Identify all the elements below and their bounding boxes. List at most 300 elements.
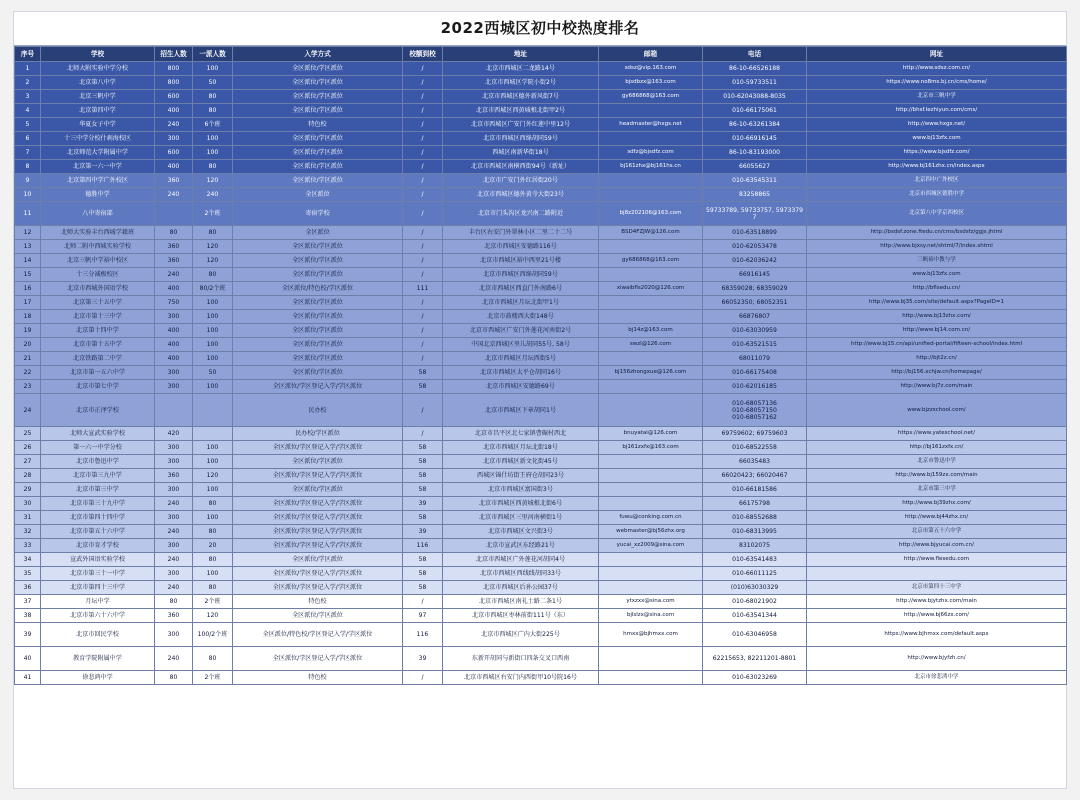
cell-url: http://www.bj66zx.com/ (807, 609, 1067, 623)
cell-url: 北京市第三中学 (807, 483, 1067, 497)
cell-first-batch: 120 (193, 240, 233, 254)
cell-school: 北京第三十五中学 (41, 296, 155, 310)
cell-url: http://www.bj44zhx.cn/ (807, 511, 1067, 525)
cell-first-batch: 100 (193, 62, 233, 76)
cell-quota: / (403, 254, 443, 268)
cell-address: 北京市广安门外红居街20号 (443, 174, 599, 188)
cell-admission: 全区派位/学区派位 (233, 174, 403, 188)
cell-address: 北京市西城区广外莲花河胡同4号 (443, 553, 599, 567)
cell-enroll: 240 (155, 118, 193, 132)
cell-first-batch: 100 (193, 511, 233, 525)
cell-admission: 全区派位/学区派位 (233, 76, 403, 90)
cell-first-batch: 120 (193, 609, 233, 623)
cell-first-batch: 2个班 (193, 671, 233, 685)
cell-school: 北京市第七中学 (41, 380, 155, 394)
cell-address: 北京市西城区富国街3号 (443, 483, 599, 497)
cell-url: http://bjt2z.cn/ (807, 352, 1067, 366)
cell-url: http://bsdsf.zone.ftedu.cn/cms/bsdsfz/ggjs.jhtml (807, 226, 1067, 240)
cell-enroll: 300 (155, 539, 193, 553)
cell-address: 北京市西城区西黄城根北街甲2号 (443, 104, 599, 118)
cell-address: 北京市西城区南礼士路二条1号 (443, 595, 599, 609)
cell-url: https://www.no8ms.bj.cn/cms/home/ (807, 76, 1067, 90)
cell-admission: 全区派位/学区登记入学/学区派位 (233, 380, 403, 394)
cell-index: 32 (15, 525, 41, 539)
cell-mail: BSD4FZJW@126.com (599, 226, 703, 240)
cell-first-batch: 100 (193, 310, 233, 324)
cell-index: 25 (15, 427, 41, 441)
table-row (15, 76, 1067, 90)
cell-url: http://www.bjxsy.net/shtml/7/index.shtml (807, 240, 1067, 254)
table-row (15, 671, 1067, 685)
table-row (15, 310, 1067, 324)
cell-school: 北京第一六一中学 (41, 160, 155, 174)
cell-mail (599, 469, 703, 483)
cell-url: www.bjzzschool.com/ (807, 394, 1067, 427)
cell-admission: 全区派位/学区派位 (233, 254, 403, 268)
cell-first-batch: 120 (193, 174, 233, 188)
cell-mail: bj161zxfx@163.com (599, 441, 703, 455)
cell-phone: 010-63518899 (703, 226, 807, 240)
cell-phone: 68359028; 68359029 (703, 282, 807, 296)
cell-phone: 66052350; 68052351 (703, 296, 807, 310)
cell-url: http://www.bj35.com/site/default.aspx?PageID=1 (807, 296, 1067, 310)
cell-address: 北京市西城区裕中西里21号楼 (443, 254, 599, 268)
cell-school: 北京市第三中学 (41, 483, 155, 497)
cell-admission: 全区派位/学区派位 (233, 483, 403, 497)
cell-enroll: 600 (155, 146, 193, 160)
cell-quota: / (403, 202, 443, 226)
table-row (15, 202, 1067, 226)
cell-school: 月坛中学 (41, 595, 155, 609)
cell-address: 丰台区右安门外翠林小区二里二十二号 (443, 226, 599, 240)
cell-url: https://www.bjsdfz.com/ (807, 146, 1067, 160)
cell-quota: 39 (403, 497, 443, 511)
cell-admission: 全区派位/学区派位 (233, 104, 403, 118)
cell-enroll: 80 (155, 595, 193, 609)
cell-enroll: 400 (155, 160, 193, 174)
cell-first-batch: 120 (193, 469, 233, 483)
cell-address: 北京市西城区安德路69号 (443, 380, 599, 394)
cell-address: 北京市西城区西绦胡同59号 (443, 132, 599, 146)
cell-first-batch: 120 (193, 254, 233, 268)
header-cell: 一派人数 (193, 47, 233, 62)
cell-enroll: 800 (155, 76, 193, 90)
cell-address: 东新开胡同与新街口四条交叉口西南 (443, 647, 599, 671)
cell-address: 北京市西城区西线线胡同33号 (443, 567, 599, 581)
cell-school: 北京师范大学附属中学 (41, 146, 155, 160)
cell-first-batch: 100 (193, 338, 233, 352)
cell-enroll: 240 (155, 188, 193, 202)
cell-school: 北京市鲁迅中学 (41, 455, 155, 469)
cell-index: 41 (15, 671, 41, 685)
cell-quota: / (403, 132, 443, 146)
cell-phone: 010-63046958 (703, 623, 807, 647)
header-cell: 序号 (15, 47, 41, 62)
cell-index: 27 (15, 455, 41, 469)
table-row (15, 427, 1067, 441)
cell-mail (599, 352, 703, 366)
cell-admission: 全区派位/学区登记入学/学区派位 (233, 441, 403, 455)
cell-enroll: 80 (155, 226, 193, 240)
cell-phone: 010-66181586 (703, 483, 807, 497)
cell-admission: 全区派位/学区派位 (233, 455, 403, 469)
cell-enroll: 600 (155, 90, 193, 104)
cell-first-batch: 80 (193, 90, 233, 104)
cell-url: http://www.bj15.cn/api/unified-portal/fifteen-school/index.html (807, 338, 1067, 352)
cell-index: 34 (15, 553, 41, 567)
cell-school: 北师大附实验中学分校 (41, 62, 155, 76)
cell-quota: 58 (403, 581, 443, 595)
cell-first-batch: 80 (193, 268, 233, 282)
cell-index: 4 (15, 104, 41, 118)
cell-admission: 全区派位/学区登记入学/学区派位 (233, 511, 403, 525)
cell-first-batch: 50 (193, 76, 233, 90)
cell-quota: 39 (403, 647, 443, 671)
cell-index: 22 (15, 366, 41, 380)
cell-enroll: 300 (155, 623, 193, 647)
cell-phone: 010-63541344 (703, 609, 807, 623)
header-cell: 校额到校 (403, 47, 443, 62)
cell-address: 北京市西城区右安门内西街甲10号院16号 (443, 671, 599, 685)
cell-first-batch: 100 (193, 146, 233, 160)
cell-address: 北京市西城区后孙公园37号 (443, 581, 599, 595)
cell-phone: 66916145 (703, 268, 807, 282)
cell-address: 北京市西城区广安门外莲花河南街2号 (443, 324, 599, 338)
cell-index: 21 (15, 352, 41, 366)
cell-admission: 全区派位/学区派位 (233, 90, 403, 104)
cell-first-batch (193, 427, 233, 441)
cell-quota: 58 (403, 483, 443, 497)
cell-phone: 010-63541483 (703, 553, 807, 567)
cell-admission: 全区派位 (233, 226, 403, 240)
cell-quota: / (403, 595, 443, 609)
cell-school: 北京三帆中学裕中校区 (41, 254, 155, 268)
cell-address: 北京市西城区月坛北街甲1号 (443, 296, 599, 310)
cell-quota: 116 (403, 623, 443, 647)
cell-admission: 全区派位/学区登记入学/学区派位 (233, 539, 403, 553)
cell-index: 40 (15, 647, 41, 671)
cell-address: 北京市西城区学院小街2号 (443, 76, 599, 90)
header-cell: 学校 (41, 47, 155, 62)
cell-school: 十三分减极校区 (41, 268, 155, 282)
cell-quota: / (403, 240, 443, 254)
cell-quota: / (403, 118, 443, 132)
table-row (15, 647, 1067, 671)
cell-quota: / (403, 324, 443, 338)
cell-first-batch: 100/2个班 (193, 623, 233, 647)
cell-index: 31 (15, 511, 41, 525)
cell-first-batch: 80 (193, 226, 233, 240)
cell-first-batch: 100 (193, 132, 233, 146)
cell-enroll: 240 (155, 581, 193, 595)
cell-first-batch (193, 394, 233, 427)
cell-first-batch: 20 (193, 539, 233, 553)
ranking-sheet (14, 12, 1066, 788)
cell-phone: 86-10-83193000 (703, 146, 807, 160)
cell-index: 18 (15, 310, 41, 324)
table-row (15, 497, 1067, 511)
cell-mail: bj161zhx@bj161hs.cn (599, 160, 703, 174)
cell-url: http://www.bjytzhx.com/main (807, 595, 1067, 609)
cell-enroll: 80 (155, 671, 193, 685)
cell-address: 西城区锦什坊街王府仓胡同23号 (443, 469, 599, 483)
table-row (15, 380, 1067, 394)
table-row (15, 226, 1067, 240)
cell-url: http://www.bj13zhx.com/ (807, 310, 1067, 324)
cell-mail (599, 174, 703, 188)
cell-address: 北京市西城区南横西街94号（新址） (443, 160, 599, 174)
cell-mail: bnuyatai@126.com (599, 427, 703, 441)
cell-school: 北京市育才学校 (41, 539, 155, 553)
cell-admission: 全区派位/特色校/学区登记入学/学区派位 (233, 623, 403, 647)
cell-admission: 特色校 (233, 595, 403, 609)
cell-admission: 民办校/学区派位 (233, 427, 403, 441)
cell-admission: 全区派位/学区登记入学/学区派位 (233, 581, 403, 595)
cell-admission: 全区派位/学区派位 (233, 160, 403, 174)
cell-enroll: 360 (155, 609, 193, 623)
cell-phone: 010-62053478 (703, 240, 807, 254)
cell-admission: 全区派位 (233, 188, 403, 202)
cell-enroll (155, 394, 193, 427)
cell-enroll: 300 (155, 455, 193, 469)
cell-index: 29 (15, 483, 41, 497)
cell-quota: 111 (403, 282, 443, 296)
cell-index: 6 (15, 132, 41, 146)
cell-quota: 58 (403, 366, 443, 380)
cell-school: 北京市第十五中学 (41, 338, 155, 352)
cell-phone: 59733789, 59733757, 59733797 (703, 202, 807, 226)
cell-school: 德胜中学 (41, 188, 155, 202)
cell-mail: headmaster@hxgs.net (599, 118, 703, 132)
cell-address: 北京市西城区月坛北街18号 (443, 441, 599, 455)
cell-index: 1 (15, 62, 41, 76)
cell-index: 7 (15, 146, 41, 160)
cell-url: http://www.bj39zhx.com/ (807, 497, 1067, 511)
cell-url: 北京市鲁迅中学 (807, 455, 1067, 469)
cell-school: 北京市第五十六中学 (41, 525, 155, 539)
cell-first-batch: 80 (193, 525, 233, 539)
cell-quota: / (403, 104, 443, 118)
cell-quota: 97 (403, 609, 443, 623)
table-row (15, 581, 1067, 595)
cell-first-batch: 100 (193, 483, 233, 497)
cell-admission: 全区派位/学区登记入学/学区派位 (233, 525, 403, 539)
cell-index: 12 (15, 226, 41, 240)
cell-admission: 全区派位/学区派位 (233, 352, 403, 366)
cell-phone: 86-10-63261384 (703, 118, 807, 132)
cell-url: http://www.bj14.com.cn/ (807, 324, 1067, 338)
cell-admission: 全区派位/学区派位 (233, 132, 403, 146)
cell-phone: 66035483 (703, 455, 807, 469)
cell-admission: 全区派位/特色校/学区派位 (233, 282, 403, 296)
cell-phone: 62215653, 82211201-8801 (703, 647, 807, 671)
cell-index: 17 (15, 296, 41, 310)
cell-index: 26 (15, 441, 41, 455)
cell-index: 11 (15, 202, 41, 226)
cell-quota: / (403, 62, 443, 76)
cell-mail: xiwaibfls2020@126.com (599, 282, 703, 296)
cell-mail (599, 455, 703, 469)
table-row (15, 441, 1067, 455)
table-row (15, 118, 1067, 132)
table-row (15, 146, 1067, 160)
cell-enroll: 240 (155, 268, 193, 282)
cell-admission: 民办校 (233, 394, 403, 427)
cell-enroll: 400 (155, 104, 193, 118)
table-row (15, 567, 1067, 581)
cell-enroll: 360 (155, 469, 193, 483)
cell-mail (599, 483, 703, 497)
table-row (15, 366, 1067, 380)
cell-mail: bj156zhongxue@126.com (599, 366, 703, 380)
cell-mail (599, 553, 703, 567)
cell-url: 北京市第五十六中学 (807, 525, 1067, 539)
cell-phone: 010-68313995 (703, 525, 807, 539)
cell-enroll: 360 (155, 254, 193, 268)
cell-index: 39 (15, 623, 41, 647)
cell-school: 十三中学分校什刹海校区 (41, 132, 155, 146)
cell-quota: / (403, 146, 443, 160)
cell-quota: / (403, 394, 443, 427)
cell-first-batch: 240 (193, 188, 233, 202)
cell-admission: 全区派位/学区登记入学/学区派位 (233, 647, 403, 671)
table-row (15, 525, 1067, 539)
cell-index: 20 (15, 338, 41, 352)
cell-first-batch: 80 (193, 553, 233, 567)
cell-quota: / (403, 76, 443, 90)
cell-mail: gy686868@163.com (599, 90, 703, 104)
cell-index: 16 (15, 282, 41, 296)
cell-address: 北京市昌平区北七家镇曹碾村西北 (443, 427, 599, 441)
table-row (15, 609, 1067, 623)
cell-mail: sdfz@bjsdfz.com (599, 146, 703, 160)
table-row (15, 132, 1067, 146)
cell-url: http://www.bj159zx.com/main (807, 469, 1067, 483)
cell-url: http://www.sdsz.com.cn/ (807, 62, 1067, 76)
cell-admission: 全区派位/学区派位 (233, 338, 403, 352)
cell-quota: / (403, 268, 443, 282)
cell-first-batch: 80 (193, 104, 233, 118)
cell-enroll: 360 (155, 174, 193, 188)
cell-phone: 010-63023269 (703, 671, 807, 685)
cell-url: http://www.bjyucai.com.cn/ (807, 539, 1067, 553)
cell-address: 北京市西城区三里河南横街1号 (443, 511, 599, 525)
cell-school: 北京市第一五六中学 (41, 366, 155, 380)
cell-quota: / (403, 188, 443, 202)
cell-address: 北京市西城区西绦胡同59号 (443, 268, 599, 282)
cell-index: 35 (15, 567, 41, 581)
cell-address: 北京市西城区太平仓胡同16号 (443, 366, 599, 380)
cell-address: 北京市西城区西黄城根北街6号 (443, 497, 599, 511)
cell-first-batch: 100 (193, 296, 233, 310)
cell-address: 北京市西城区下章胡同1号 (443, 394, 599, 427)
cell-enroll: 240 (155, 525, 193, 539)
cell-mail (599, 380, 703, 394)
cell-first-batch: 80 (193, 647, 233, 671)
header-row (15, 47, 1067, 62)
cell-quota: 58 (403, 441, 443, 455)
cell-phone: 010-59733511 (703, 76, 807, 90)
cell-url: http://bj161zxfx.cn/ (807, 441, 1067, 455)
cell-quota: / (403, 671, 443, 685)
cell-school: 北京市第三十一中学 (41, 567, 155, 581)
cell-mail: sdsz@vip.163.com (599, 62, 703, 76)
cell-index: 2 (15, 76, 41, 90)
cell-phone: 010-62036242 (703, 254, 807, 268)
cell-index: 19 (15, 324, 41, 338)
cell-enroll: 300 (155, 511, 193, 525)
cell-mail (599, 188, 703, 202)
cell-phone: 66876807 (703, 310, 807, 324)
cell-index: 14 (15, 254, 41, 268)
cell-school: 北京市第三十九中学 (41, 497, 155, 511)
cell-url: 北京市徐悲鸿中学 (807, 671, 1067, 685)
cell-mail: bjsdbzx@163.com (599, 76, 703, 90)
cell-quota: 39 (403, 525, 443, 539)
cell-admission: 全区派位/学区派位 (233, 366, 403, 380)
cell-school: 北京市西城外国语学校 (41, 282, 155, 296)
cell-first-batch: 2个班 (193, 595, 233, 609)
cell-address: 北京市西城区广安门外红莲中里12号 (443, 118, 599, 132)
cell-url: 北京第八中学京西校区 (807, 202, 1067, 226)
cell-admission: 全区派位/学区登记入学/学区派位 (233, 567, 403, 581)
sheet-title: 2022西城区初中校热度排名 (14, 12, 1066, 46)
cell-url: www.bj13zfx.com (807, 132, 1067, 146)
cell-url: 北京市三帆中学 (807, 90, 1067, 104)
cell-index: 10 (15, 188, 41, 202)
cell-first-batch: 100 (193, 455, 233, 469)
cell-url: https://www.yateschool.net/ (807, 427, 1067, 441)
cell-school: 北京市第十三中学 (41, 310, 155, 324)
cell-phone: 010-68021902 (703, 595, 807, 609)
cell-admission: 全区派位/学区派位 (233, 240, 403, 254)
header-cell: 电话 (703, 47, 807, 62)
cell-phone: 010-66175408 (703, 366, 807, 380)
cell-phone: 010-62016185 (703, 380, 807, 394)
cell-address: 西城区南新华街18号 (443, 146, 599, 160)
cell-first-batch: 100 (193, 441, 233, 455)
cell-school: 北师大实验丰台西城学籍班 (41, 226, 155, 240)
cell-first-batch: 80/2个班 (193, 282, 233, 296)
cell-enroll: 300 (155, 132, 193, 146)
cell-phone: 83258865 (703, 188, 807, 202)
cell-enroll: 750 (155, 296, 193, 310)
cell-index: 38 (15, 609, 41, 623)
cell-address: 北京市西城区文兴街3号 (443, 525, 599, 539)
header-cell: 网址 (807, 47, 1067, 62)
cell-phone: 010-66916145 (703, 132, 807, 146)
cell-quota: / (403, 90, 443, 104)
table-row (15, 483, 1067, 497)
table-row (15, 553, 1067, 567)
table-body (15, 62, 1067, 685)
cell-enroll: 400 (155, 352, 193, 366)
cell-url: 北京四中广外校区 (807, 174, 1067, 188)
cell-index: 15 (15, 268, 41, 282)
cell-first-batch: 100 (193, 380, 233, 394)
cell-enroll: 400 (155, 324, 193, 338)
cell-mail: bjlslzx@sina.com (599, 609, 703, 623)
cell-phone: (010)63030329 (703, 581, 807, 595)
cell-address: 北京市西城区二龙路14号 (443, 62, 599, 76)
cell-school: 北京市正泽学校 (41, 394, 155, 427)
cell-school: 北京第四中学广外校区 (41, 174, 155, 188)
cell-phone: 66020423; 66020467 (703, 469, 807, 483)
cell-admission: 全区派位/学区派位 (233, 62, 403, 76)
cell-school: 华夏女子中学 (41, 118, 155, 132)
cell-address: 北京市西城区德外黄寺大街23号 (443, 188, 599, 202)
cell-address: 北京市西城区德外新风街7号 (443, 90, 599, 104)
